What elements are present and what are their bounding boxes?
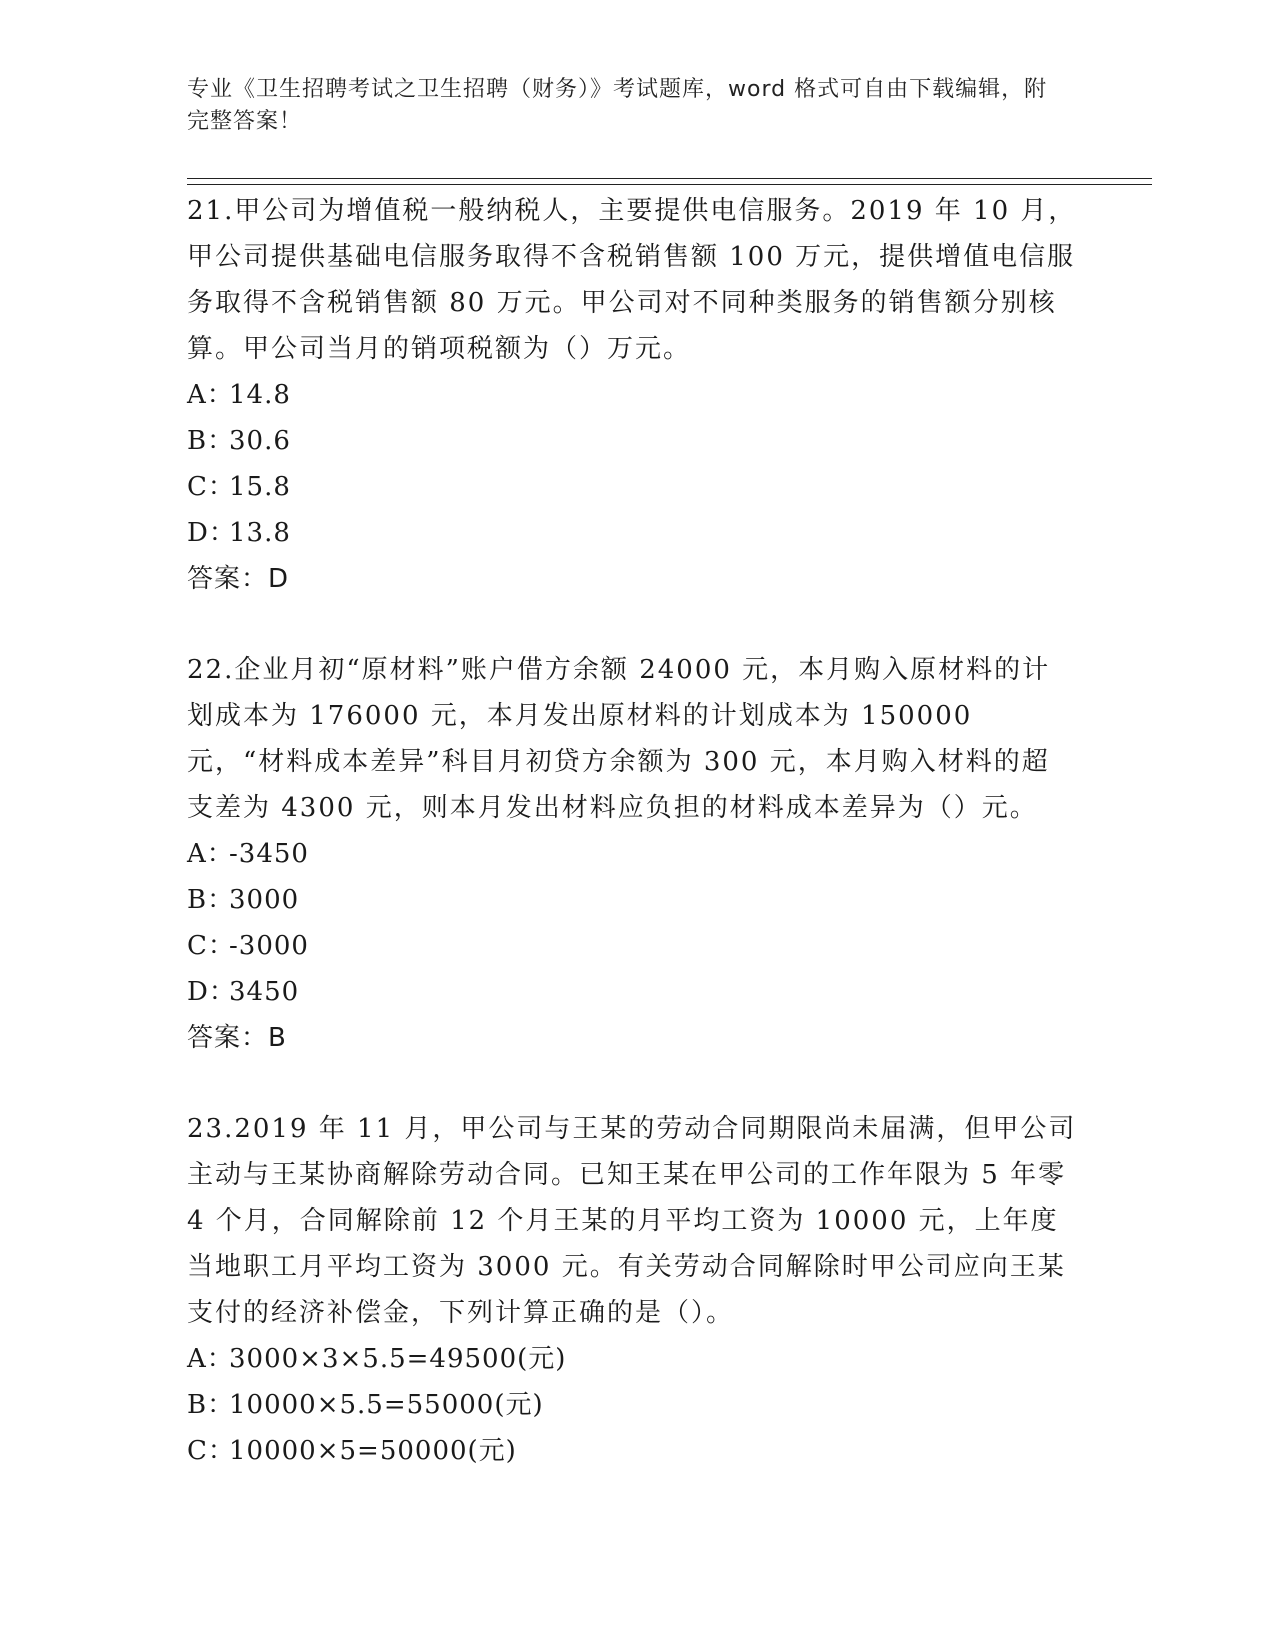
question-text: 21.甲公司为增值税一般纳税人，主要提供电信服务。2019 年 10 月，甲公司提供基础电信服务取得不含税销售额 100 万元，提供增值电信服务取得不含税销售额 80 万元。甲公司对不同种类服务的销售额分别核算。甲公司当月的销项税额为（）万元。 — [187, 196, 1077, 364]
answer-line: 答案：B — [187, 1023, 287, 1053]
option-letter: D： — [187, 977, 236, 1007]
option-letter: B： — [187, 426, 235, 456]
question-22 — [187, 647, 1077, 1061]
header-divider-top — [187, 178, 1152, 179]
question-text: 22.企业月初“原材料”账户借方余额 24000 元，本月购入原材料的计划成本为 176000 元，本月发出原材料的计划成本为 150000 元，“材料成本差异”科目月初贷方余额为 300 元，本月购入材料的超支差为 4300 元，则本月发出材料应负担的材料成本差异为（）元。 — [187, 655, 1051, 823]
option-b — [187, 1382, 1077, 1428]
option-value: 10000×5=50000(元) — [229, 1436, 517, 1466]
option-d — [187, 510, 1077, 556]
option-letter: C： — [187, 931, 235, 961]
option-value: 15.8 — [229, 472, 291, 502]
question-23 — [187, 1106, 1077, 1474]
option-letter: D： — [187, 518, 236, 548]
option-b — [187, 877, 1077, 923]
option-a — [187, 372, 1077, 418]
option-b — [187, 418, 1077, 464]
option-c — [187, 464, 1077, 510]
answer-line: 答案：D — [187, 564, 290, 594]
option-letter: A： — [187, 1344, 234, 1374]
option-letter: B： — [187, 885, 235, 915]
option-letter: C： — [187, 472, 235, 502]
option-letter: A： — [187, 839, 234, 869]
option-value: 10000×5.5=55000(元) — [229, 1390, 544, 1420]
question-text: 23.2019 年 11 月，甲公司与王某的劳动合同期限尚未届满，但甲公司主动与王某协商解除劳动合同。已知王某在甲公司的工作年限为 5 年零 4 个月，合同解除前 12 个月王某的月平均工资为 10000 元，上年度当地职工月平均工资为 3000 元。有关劳动合同解除时甲公司应向王某支付的经济补偿金，下列计算正确的是（）。 — [187, 1114, 1077, 1328]
option-a — [187, 1336, 1077, 1382]
header-divider-bottom — [187, 184, 1152, 185]
option-c — [187, 923, 1077, 969]
option-value: 14.8 — [229, 380, 291, 410]
question-21 — [187, 188, 1077, 602]
option-a — [187, 831, 1077, 877]
option-d — [187, 969, 1077, 1015]
option-value: 3000 — [229, 885, 300, 915]
option-value: -3000 — [229, 931, 309, 961]
option-value: 30.6 — [229, 426, 291, 456]
option-value: 3000×3×5.5=49500(元) — [229, 1344, 567, 1374]
option-value: 3450 — [229, 977, 300, 1007]
option-letter: C： — [187, 1436, 235, 1466]
option-value: 13.8 — [229, 518, 291, 548]
option-letter: A： — [187, 380, 234, 410]
document-header: 专业《卫生招聘考试之卫生招聘（财务）》考试题库，word 格式可自由下载编辑，附完整答案！ — [187, 77, 1048, 134]
option-c — [187, 1428, 1077, 1474]
option-value: -3450 — [229, 839, 309, 869]
option-letter: B： — [187, 1390, 235, 1420]
